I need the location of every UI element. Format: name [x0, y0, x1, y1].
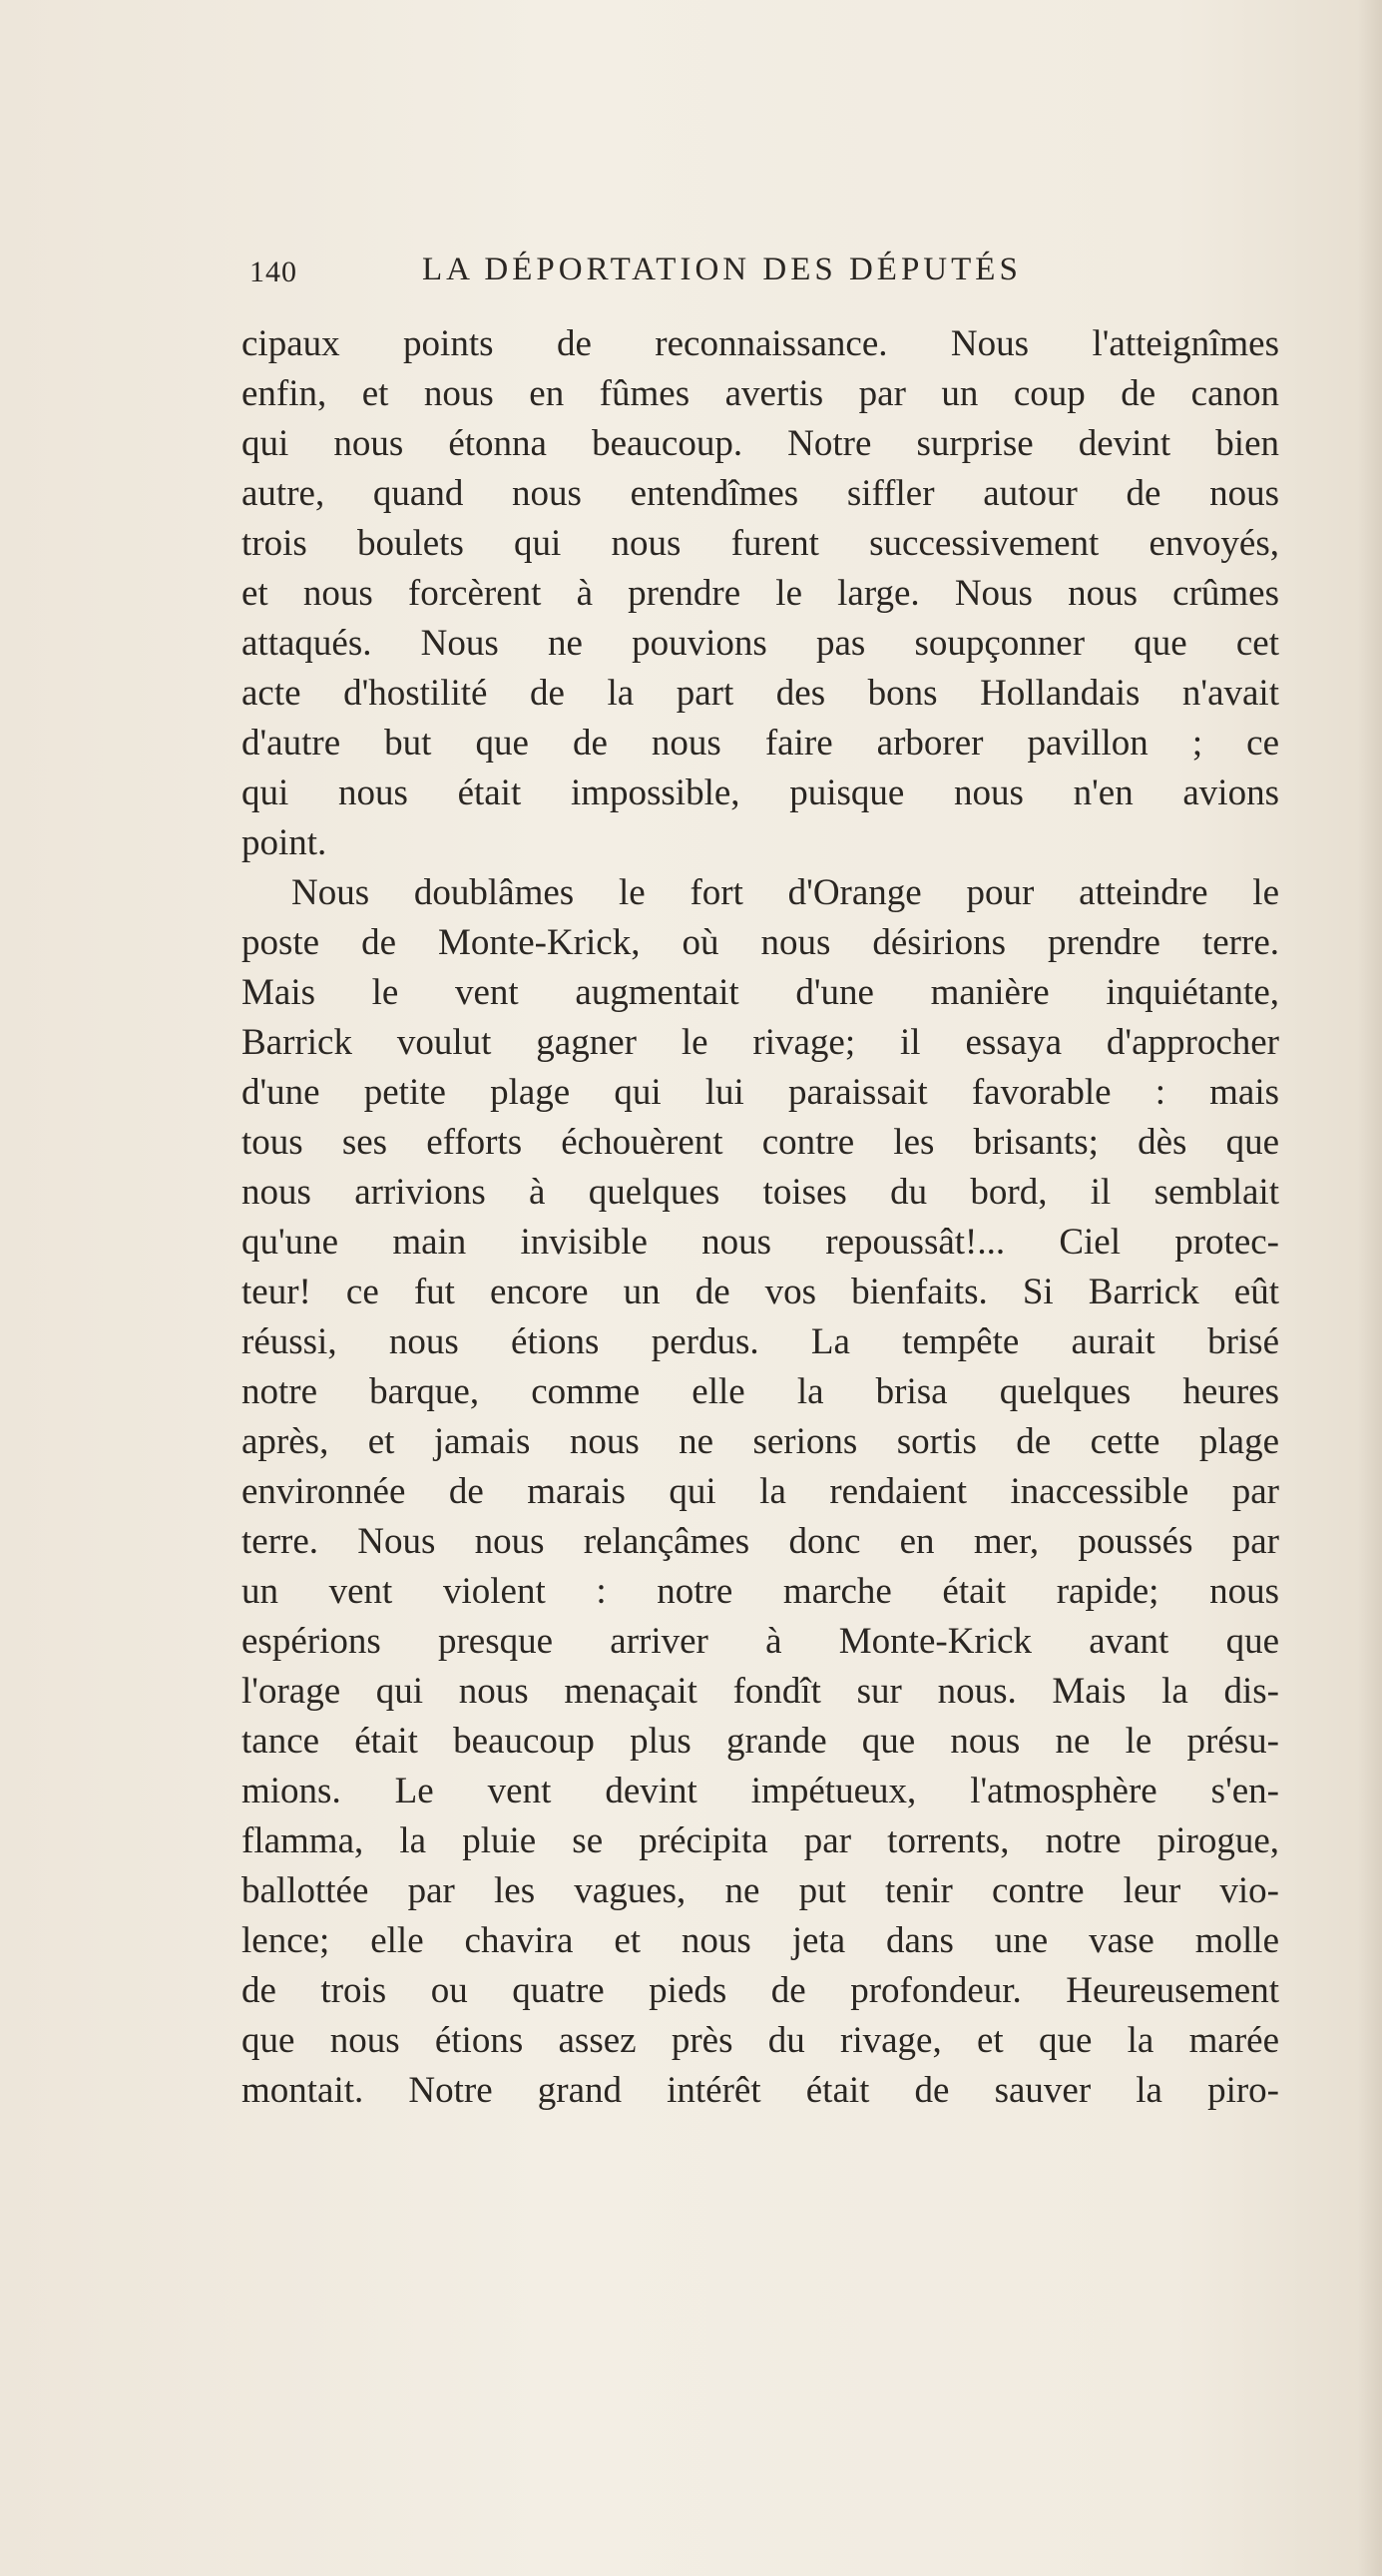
text-line: qui nous étonna beaucoup. Notre surprise devint bien: [241, 423, 1279, 464]
text-line: enfin, et nous en fûmes avertis par un coup de canon: [241, 373, 1279, 414]
text-line: ballottée par les vagues, ne put tenir contre leur vio-: [241, 1870, 1279, 1911]
text-line: teur! ce fut encore un de vos bienfaits. Si Barrick eût: [241, 1272, 1279, 1312]
text-line: et nous forcèrent à prendre le large. Nous nous crûmes: [241, 573, 1279, 614]
text-line: mions. Le vent devint impétueux, l'atmosphère s'en-: [241, 1771, 1279, 1811]
running-head-title: LA DÉPORTATION DES DÉPUTÉS: [422, 252, 1022, 287]
text-line: trois boulets qui nous furent successivement envoyés,: [241, 523, 1279, 564]
text-line: poste de Monte-Krick, où nous désirions prendre terre.: [241, 922, 1279, 963]
text-line: que nous étions assez près du rivage, et que la marée: [241, 2020, 1279, 2061]
text-line: après, et jamais nous ne serions sortis de cette plage: [241, 1421, 1279, 1462]
text-line: d'autre but que de nous faire arborer pavillon ; ce: [241, 723, 1279, 764]
text-line: notre barque, comme elle la brisa quelques heures: [241, 1371, 1279, 1412]
text-line: réussi, nous étions perdus. La tempête aurait brisé: [241, 1321, 1279, 1362]
running-head: [249, 252, 1287, 299]
text-line: lence; elle chavira et nous jeta dans une vase molle: [241, 1920, 1279, 1961]
text-line: espérions presque arriver à Monte-Krick avant que: [241, 1621, 1279, 1662]
text-line: l'orage qui nous menaçait fondît sur nous. Mais la dis-: [241, 1671, 1279, 1712]
text-line: qui nous était impossible, puisque nous n'en avions: [241, 773, 1279, 813]
text-line: de trois ou quatre pieds de profondeur. Heureusement: [241, 1970, 1279, 2011]
text-line: attaqués. Nous ne pouvions pas soupçonner que cet: [241, 623, 1279, 664]
text-line: qu'une main invisible nous repoussât!... Ciel protec-: [241, 1222, 1279, 1263]
text-line: tous ses efforts échouèrent contre les brisants; dès que: [241, 1122, 1279, 1163]
text-line: tance était beaucoup plus grande que nous ne le présu-: [241, 1721, 1279, 1762]
text-line: flamma, la pluie se précipita par torrents, notre pirogue,: [241, 1820, 1279, 1861]
text-line: cipaux points de reconnaissance. Nous l'atteignîmes: [241, 323, 1279, 364]
page-number: 140: [249, 256, 297, 288]
text-line: Mais le vent augmentait d'une manière inquiétante,: [241, 972, 1279, 1013]
paragraph-first-line: Nous doublâmes le fort d'Orange pour atteindre le: [291, 872, 1279, 913]
body-text: [241, 319, 1279, 2116]
text-line: montait. Notre grand intérêt était de sauver la piro-: [241, 2070, 1279, 2111]
text-line: nous arrivions à quelques toises du bord, il semblait: [241, 1172, 1279, 1213]
text-line: terre. Nous nous relançâmes donc en mer, poussés par: [241, 1521, 1279, 1562]
paragraph-end-line: point.: [241, 822, 327, 863]
text-line: Barrick voulut gagner le rivage; il essaya d'approcher: [241, 1022, 1279, 1063]
text-line: environnée de marais qui la rendaient inaccessible par: [241, 1471, 1279, 1512]
text-line: autre, quand nous entendîmes siffler autour de nous: [241, 473, 1279, 514]
text-line: un vent violent : notre marche était rapide; nous: [241, 1571, 1279, 1612]
text-line: acte d'hostilité de la part des bons Hollandais n'avait: [241, 673, 1279, 714]
text-line: d'une petite plage qui lui paraissait favorable : mais: [241, 1072, 1279, 1113]
page-edge-shadow: [1358, 0, 1382, 2576]
